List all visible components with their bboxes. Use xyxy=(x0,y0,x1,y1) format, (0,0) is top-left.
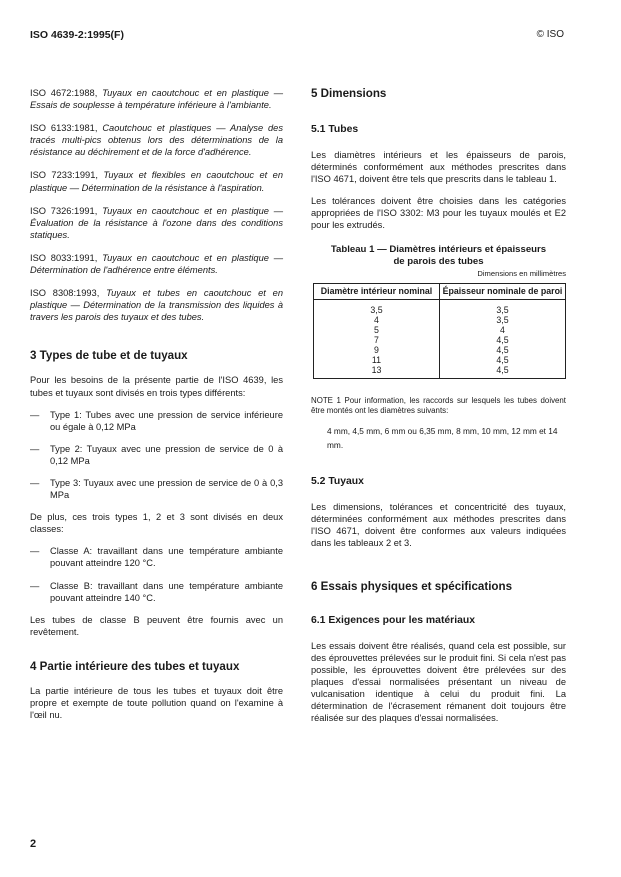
section-5-2-heading: 5.2 Tuyaux xyxy=(311,476,364,488)
cell-diameter: 4 xyxy=(314,315,440,325)
cell-thickness: 4,5 xyxy=(440,335,566,345)
reference-title: Tuyaux et flexibles en caoutchouc et en plastique — Détermination de la résistance à l'aspiration. xyxy=(30,170,283,193)
cell-thickness: 4 xyxy=(440,325,566,335)
cell-diameter: 5 xyxy=(314,325,440,335)
cell-diameter: 13 xyxy=(314,365,440,379)
table-row xyxy=(314,345,566,355)
list-item xyxy=(30,477,283,501)
right-column xyxy=(311,87,566,734)
table-row xyxy=(314,335,566,345)
reference-title: Tuyaux en caoutchouc et en plastique — Essais de souplesse à température inférieure à l'ambiante. xyxy=(30,88,283,111)
cell-thickness: 3,5 xyxy=(440,315,566,325)
reference-iso-8033 xyxy=(30,252,283,276)
dimensions-table xyxy=(313,283,566,379)
reference-iso-4672 xyxy=(30,87,283,111)
cell-thickness: 4,5 xyxy=(440,365,566,379)
cell-diameter: 11 xyxy=(314,355,440,365)
table-1 xyxy=(311,244,566,379)
col-header-inner-diameter: Diamètre intérieur nominal xyxy=(314,283,440,299)
cell-diameter: 9 xyxy=(314,345,440,355)
reference-code: ISO 8033:1991, xyxy=(30,252,98,263)
col-header-wall-thickness: Épaisseur nominale de paroi xyxy=(440,283,566,299)
reference-title: Tuyaux et tubes en caoutchouc et en plastique — Détermination de la transmission des liquides à travers les parois des tuyaux et des tubes. xyxy=(30,288,284,323)
reference-iso-8308 xyxy=(30,287,283,323)
section-5-1-para-1: Les diamètres intérieurs et les épaisseurs de parois, déterminés conformément aux méthodes prescrites dans l'ISO 4671, doivent être tels que prescrits dans le tableau 1. xyxy=(311,150,566,185)
type-3-text: Type 3: Tuyaux avec une pression de service de 0 à 0,3 MPa xyxy=(50,477,283,501)
section-5-1-heading: 5.1 Tubes xyxy=(311,124,359,135)
fitting-diameters: 4 mm, 4,5 mm, 6 mm ou 6,35 mm, 8 mm, 10 mm, 12 mm et 14 mm. xyxy=(327,426,558,450)
list-item xyxy=(30,409,283,433)
section-3-heading: 3 Types de tube et de tuyaux xyxy=(30,349,188,363)
cell-thickness: 4,5 xyxy=(440,345,566,355)
list-item xyxy=(30,443,283,467)
table-row xyxy=(314,299,566,315)
table-row xyxy=(314,315,566,325)
page-number: 2 xyxy=(30,838,37,850)
reference-code: ISO 7233:1991, xyxy=(30,170,98,181)
list-item xyxy=(30,545,283,569)
section-5-1-para-2: Les tolérances doivent être choisies dans les catégories appropriées de l'ISO 3302: M3 pour les tuyaux moulés et E2 pour les extrudés. xyxy=(311,196,566,231)
list-dash: — xyxy=(30,580,40,591)
type-1-text: Type 1: Tubes avec une pression de service inférieure ou égale à 0,12 MPa xyxy=(50,409,283,432)
section-6-1-text: Les essais doivent être réalisés, quand cela est possible, sur des éprouvettes prélevées sur le produit fini. Si cela n'est pas possible, les éprouvettes doivent être prélevées sur des plaques d'essai normalisées présentant un niveau de vulcanisation identique à celui du produit fini. La détermination de l'écrasement rémanent doit toujours être réalisée sur des plaques d'essai normalisées. xyxy=(311,640,566,724)
table-caption-line-2: de parois des tubes xyxy=(393,255,484,267)
reference-code: ISO 8308:1993, xyxy=(30,288,100,299)
cell-thickness: 4,5 xyxy=(440,355,566,365)
reference-code: ISO 6133:1981, xyxy=(30,123,98,134)
section-6-1-heading: 6.1 Exigences pour les matériaux xyxy=(311,614,476,626)
cell-diameter: 7 xyxy=(314,335,440,345)
table-units: Dimensions en millimètres xyxy=(477,268,566,278)
class-a-text: Classe A: travaillant dans une température ambiante pouvant atteindre 120 °C. xyxy=(50,546,283,569)
cell-diameter: 3,5 xyxy=(314,299,440,315)
section-4-text: La partie intérieure de tous les tubes et tuyaux doit être propre et exempte de toute pollution quand on l'examine à l'œil nu. xyxy=(30,685,283,721)
reference-iso-7326 xyxy=(30,205,283,241)
reference-code: ISO 4672:1988, xyxy=(30,88,98,98)
table-row xyxy=(314,365,566,379)
copyright-mark: © ISO xyxy=(536,29,564,40)
left-column xyxy=(30,87,283,731)
list-dash: — xyxy=(30,443,40,454)
list-item xyxy=(30,580,283,604)
section-4-heading: 4 Partie intérieure des tubes et tuyaux xyxy=(30,659,240,673)
class-b-text: Classe B: travaillant dans une température ambiante pouvant atteindre 140 °C. xyxy=(50,580,283,603)
type-2-text: Type 2: Tuyaux avec une pression de service de 0 à 0,12 MPa xyxy=(50,443,283,466)
table-header-row xyxy=(314,283,566,299)
section-3-intro: Pour les besoins de la présente partie de l'ISO 4639, les tubes et tuyaux sont divisés en trois types différents: xyxy=(30,375,283,398)
table-row xyxy=(314,355,566,365)
table-row xyxy=(314,325,566,335)
list-dash: — xyxy=(30,546,40,557)
cell-thickness: 3,5 xyxy=(440,299,566,315)
reference-iso-6133 xyxy=(30,122,283,158)
classes-intro: De plus, ces trois types 1, 2 et 3 sont divisés en deux classes: xyxy=(30,512,283,535)
section-6-heading: 6 Essais physiques et spécifications xyxy=(311,579,513,593)
reference-title: Tuyaux en caoutchouc et en plastique — Évaluation de la résistance à l'ozone dans des conditions statiques. xyxy=(30,205,283,240)
table-caption-line-1: Tableau 1 — Diamètres intérieurs et épaisseurs xyxy=(330,243,547,255)
reference-title: Tuyaux en caoutchouc et en plastique — Détermination de l'adhérence entre éléments. xyxy=(30,252,283,276)
table-note: NOTE 1 Pour information, les raccords sur lesquels les tubes doivent être montés ont les diamètres suivants: xyxy=(311,395,566,416)
section-5-2-text: Les dimensions, tolérances et concentricité des tuyaux, déterminées conformément aux méthodes prescrites dans l'ISO 4671, doivent être conformes aux valeurs indiquées dans les tableaux 2 et 3. xyxy=(311,502,566,549)
section-5-heading: 5 Dimensions xyxy=(311,87,387,100)
section-3-closing: Les tubes de classe B peuvent être fournis avec un revêtement. xyxy=(30,614,283,637)
list-dash: — xyxy=(30,409,40,420)
reference-code: ISO 7326:1991, xyxy=(30,205,98,216)
reference-title: Caoutchouc et plastiques — Analyse des tracés multi-pics obtenus lors des déterminations de la résistance au déchirement et de la force d'adhérence. xyxy=(30,123,283,158)
list-dash: — xyxy=(30,477,40,488)
document-code: ISO 4639-2:1995(F) xyxy=(30,29,124,41)
reference-iso-7233 xyxy=(30,169,283,193)
